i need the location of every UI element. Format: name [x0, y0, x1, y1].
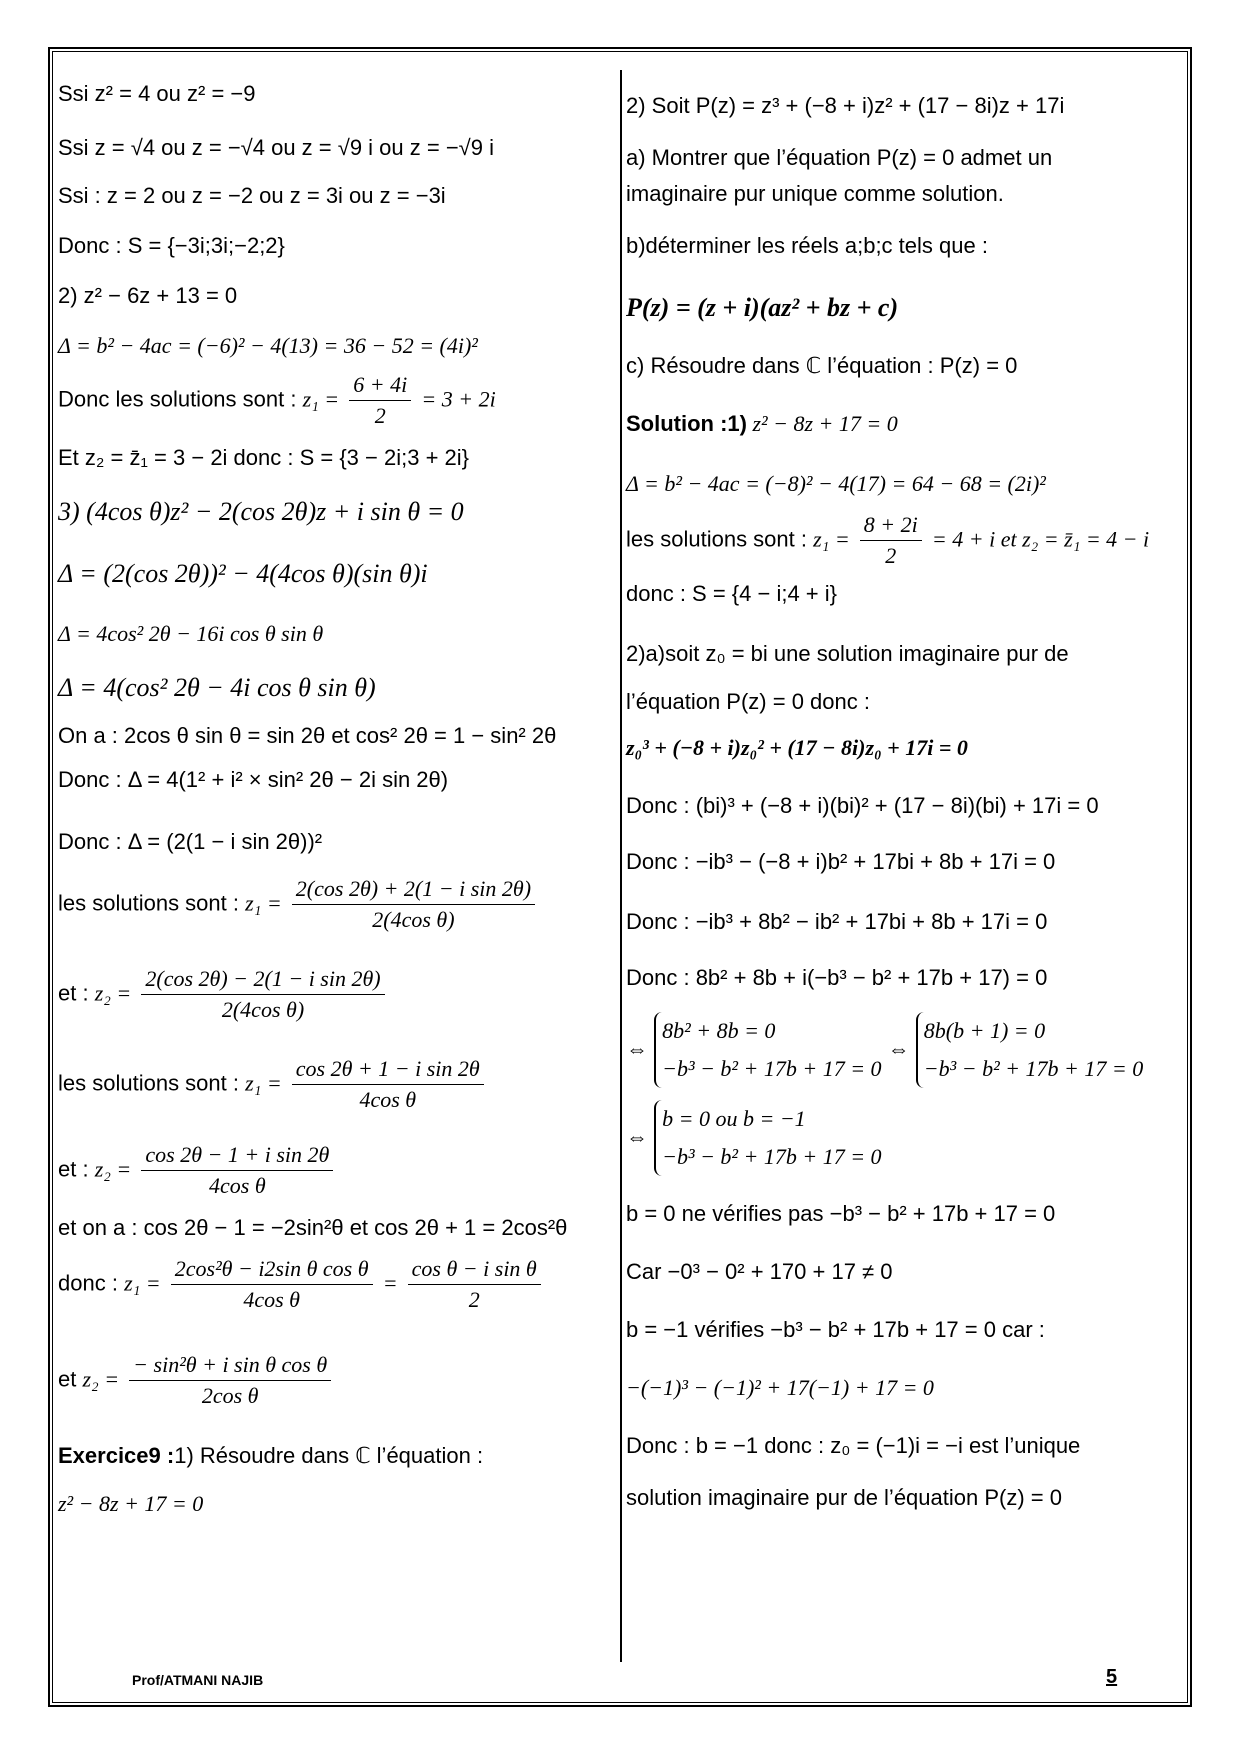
text-line: Donc : Δ = 4(1² + i² × sin² 2θ − 2i sin 2θ)	[58, 767, 449, 792]
equivalence-symbol: ⇔	[626, 1123, 648, 1149]
fraction-denominator: 2(4cos θ)	[372, 907, 455, 932]
fraction-line	[58, 964, 389, 1025]
text-line: donc : S = {4 − i;4 + i}	[626, 581, 837, 606]
text-label: les solutions sont :	[58, 890, 239, 916]
fraction	[129, 1350, 331, 1411]
text-label: donc :	[58, 1270, 118, 1296]
fraction-denominator: 2cos θ	[201, 1383, 259, 1408]
fraction-line	[58, 1140, 337, 1201]
text-line: Donc : −ib³ − (−8 + i)b² + 17bi + 8b + 17i = 0	[626, 849, 1056, 874]
solution-title: Solution :1)	[626, 411, 747, 436]
fraction-denominator: 2	[374, 403, 386, 428]
fraction	[141, 1140, 333, 1201]
text-line: Donc : S = {−3i;3i;−2;2}	[58, 233, 285, 258]
text-line: b)déterminer les réels a;b;c tels que :	[626, 233, 988, 258]
text-line: On a : 2cos θ sin θ = sin 2θ et cos² 2θ = 1 − sin² 2θ	[58, 723, 557, 748]
column-divider	[620, 70, 622, 1662]
text-label: les solutions sont :	[58, 1070, 239, 1096]
fraction-line	[626, 510, 1149, 571]
fraction-line	[58, 1054, 488, 1115]
fraction-numerator: 2(cos 2θ) + 2(1 − i sin 2θ)	[292, 874, 535, 905]
fraction-denominator: 4cos θ	[243, 1287, 300, 1312]
text-line: imaginaire pur unique comme solution.	[626, 181, 1004, 206]
text-label: les solutions sont :	[626, 526, 807, 552]
fraction-numerator: cos 2θ − 1 + i sin 2θ	[141, 1140, 333, 1171]
text-line: Ssi z = √4 ou z = −√4 ou z = √9 i ou z = −√9 i	[58, 135, 494, 160]
text-line: Donc : (bi)³ + (−8 + i)(bi)² + (17 − 8i)(bi) + 17i = 0	[626, 793, 1099, 818]
equation-system	[654, 1100, 881, 1176]
system-line	[626, 1012, 1143, 1088]
fraction-numerator: − sin²θ + i sin θ cos θ	[129, 1350, 331, 1381]
fraction	[408, 1254, 541, 1315]
exercise-title: Exercice9 :	[58, 1443, 175, 1468]
fraction-numerator: 2(cos 2θ) − 2(1 − i sin 2θ)	[141, 964, 384, 995]
fraction	[292, 1054, 484, 1115]
text-line: solution imaginaire pur de l’équation P(z) = 0	[626, 1485, 1062, 1510]
equation-line: z₀³ + (−8 + i)z₀² + (17 − 8i)z₀ + 17i = 0	[626, 735, 968, 760]
fraction	[292, 874, 535, 935]
text-line: Donc : Δ = (2(1 − i sin 2θ))²	[58, 829, 323, 854]
footer-author: Prof/ATMANI NAJIB	[132, 1672, 264, 1688]
fraction-denominator: 2(4cos θ)	[221, 997, 305, 1022]
math-lhs: z₁ =	[302, 386, 340, 412]
math-equals: =	[382, 1270, 398, 1296]
math-lhs: z₂ =	[94, 980, 132, 1006]
math-lhs: z₂ =	[82, 1366, 120, 1392]
system-equation: −b³ − b² + 17b + 17 = 0	[662, 1056, 882, 1081]
text-line: Donc : 8b² + 8b + i(−b³ − b² + 17b + 17) = 0	[626, 965, 1048, 990]
text-line: l’équation P(z) = 0 donc :	[626, 689, 870, 714]
fraction	[860, 510, 922, 571]
text-line: Ssi : z = 2 ou z = −2 ou z = 3i ou z = −3i	[58, 183, 446, 208]
fraction-denominator: 4cos θ	[209, 1173, 266, 1198]
text-line: Donc : −ib³ + 8b² − ib² + 17bi + 8b + 17i = 0	[626, 909, 1048, 934]
equation-line: −(−1)³ − (−1)² + 17(−1) + 17 = 0	[626, 1375, 934, 1400]
fraction	[171, 1254, 373, 1315]
system-equation: b = 0 ou b = −1	[662, 1106, 806, 1131]
fraction-numerator: cos θ − i sin θ	[408, 1254, 541, 1285]
equation-line: Δ = b² − 4ac = (−8)² − 4(17) = 64 − 68 = (2i)²	[626, 471, 1046, 496]
text-line: 2) z² − 6z + 13 = 0	[58, 283, 238, 308]
system-line	[626, 1100, 882, 1176]
fraction-line	[58, 874, 539, 935]
text-label: et	[58, 1366, 77, 1392]
fraction-denominator: 2	[885, 543, 897, 568]
text-line: Car −0³ − 0² + 170 + 17 ≠ 0	[626, 1259, 893, 1284]
fraction-numerator: 6 + 4i	[349, 370, 411, 401]
fraction-numerator: 8 + 2i	[860, 510, 922, 541]
solution-equation: z² − 8z + 17 = 0	[746, 411, 898, 436]
equation-line: 3) (4cos θ)z² − 2(cos 2θ)z + i sin θ = 0	[58, 497, 464, 526]
text-line: Et z₂ = z̄₁ = 3 − 2i donc : S = {3 − 2i;3 + 2i}	[58, 445, 470, 470]
page-number: 5	[1106, 1666, 1118, 1688]
equivalence-symbol: ⇔	[887, 1035, 910, 1061]
fraction	[141, 964, 384, 1025]
equation-line: Δ = (2(cos 2θ))² − 4(4cos θ)(sin θ)i	[58, 559, 428, 588]
equivalence-symbol: ⇔	[626, 1035, 648, 1061]
text-line: Ssi z² = 4 ou z² = −9	[58, 81, 256, 106]
math-lhs: z₁ =	[245, 890, 282, 916]
text-line: c) Résoudre dans ℂ l’équation : P(z) = 0	[626, 353, 1018, 378]
text-line: Donc : b = −1 donc : z₀ = (−1)i = −i est l’unique	[626, 1433, 1081, 1458]
math-rhs: = 3 + 2i	[421, 386, 496, 412]
text-line: et on a : cos 2θ − 1 = −2sin²θ et cos 2θ + 1 = 2cos²θ	[58, 1215, 568, 1240]
equation-line: Δ = b² − 4ac = (−6)² − 4(13) = 36 − 52 = (4i)²	[58, 333, 478, 358]
text-line: b = 0 ne vérifies pas −b³ − b² + 17b + 17 = 0	[626, 1201, 1056, 1226]
system-equation: 8b(b + 1) = 0	[923, 1018, 1046, 1043]
exercise-heading	[58, 1442, 483, 1470]
fraction-numerator: cos 2θ + 1 − i sin 2θ	[292, 1054, 484, 1085]
system-equation: −b³ − b² + 17b + 17 = 0	[662, 1144, 882, 1169]
text-line: b = −1 vérifies −b³ − b² + 17b + 17 = 0 car :	[626, 1317, 1045, 1342]
fraction-denominator: 2	[468, 1287, 480, 1312]
exercise-text: 1) Résoudre dans ℂ l’équation :	[174, 1443, 484, 1468]
text-line: 2) Soit P(z) = z³ + (−8 + i)z² + (17 − 8i)z + 17i	[626, 93, 1065, 118]
text-label: et :	[58, 980, 89, 1006]
system-equation: 8b² + 8b = 0	[662, 1018, 776, 1043]
math-lhs: z₁ =	[813, 526, 850, 552]
equation-line: Δ = 4(cos² 2θ − 4i cos θ sin θ)	[58, 673, 376, 702]
fraction-line	[58, 1254, 545, 1315]
fraction-numerator: 2cos²θ − i2sin θ cos θ	[171, 1254, 373, 1285]
equation-line: Δ = 4cos² 2θ − 16i cos θ sin θ	[58, 621, 324, 646]
solution-heading	[626, 410, 898, 438]
fraction-denominator: 4cos θ	[359, 1087, 417, 1112]
fraction-line	[58, 1350, 335, 1411]
text-label: Donc les solutions sont :	[58, 386, 297, 412]
math-rhs: = 4 + i et z₂ = z̄₁ = 4 − i	[931, 526, 1150, 552]
math-lhs: z₁ =	[245, 1070, 282, 1096]
fraction	[349, 370, 411, 431]
text-label: et :	[58, 1156, 89, 1182]
equation-line: z² − 8z + 17 = 0	[58, 1491, 204, 1516]
equation-system	[654, 1012, 881, 1088]
text-line: a) Montrer que l’équation P(z) = 0 admet un	[626, 145, 1053, 170]
fraction-line	[58, 370, 496, 431]
math-lhs: z₂ =	[94, 1156, 132, 1182]
math-lhs: z₁ =	[124, 1270, 161, 1296]
text-line: 2)a)soit z₀ = bi une solution imaginaire pur de	[626, 641, 1069, 666]
equation-line: P(z) = (z + i)(az² + bz + c)	[626, 293, 899, 322]
system-equation: −b³ − b² + 17b + 17 = 0	[923, 1056, 1144, 1081]
equation-system	[916, 1012, 1143, 1088]
